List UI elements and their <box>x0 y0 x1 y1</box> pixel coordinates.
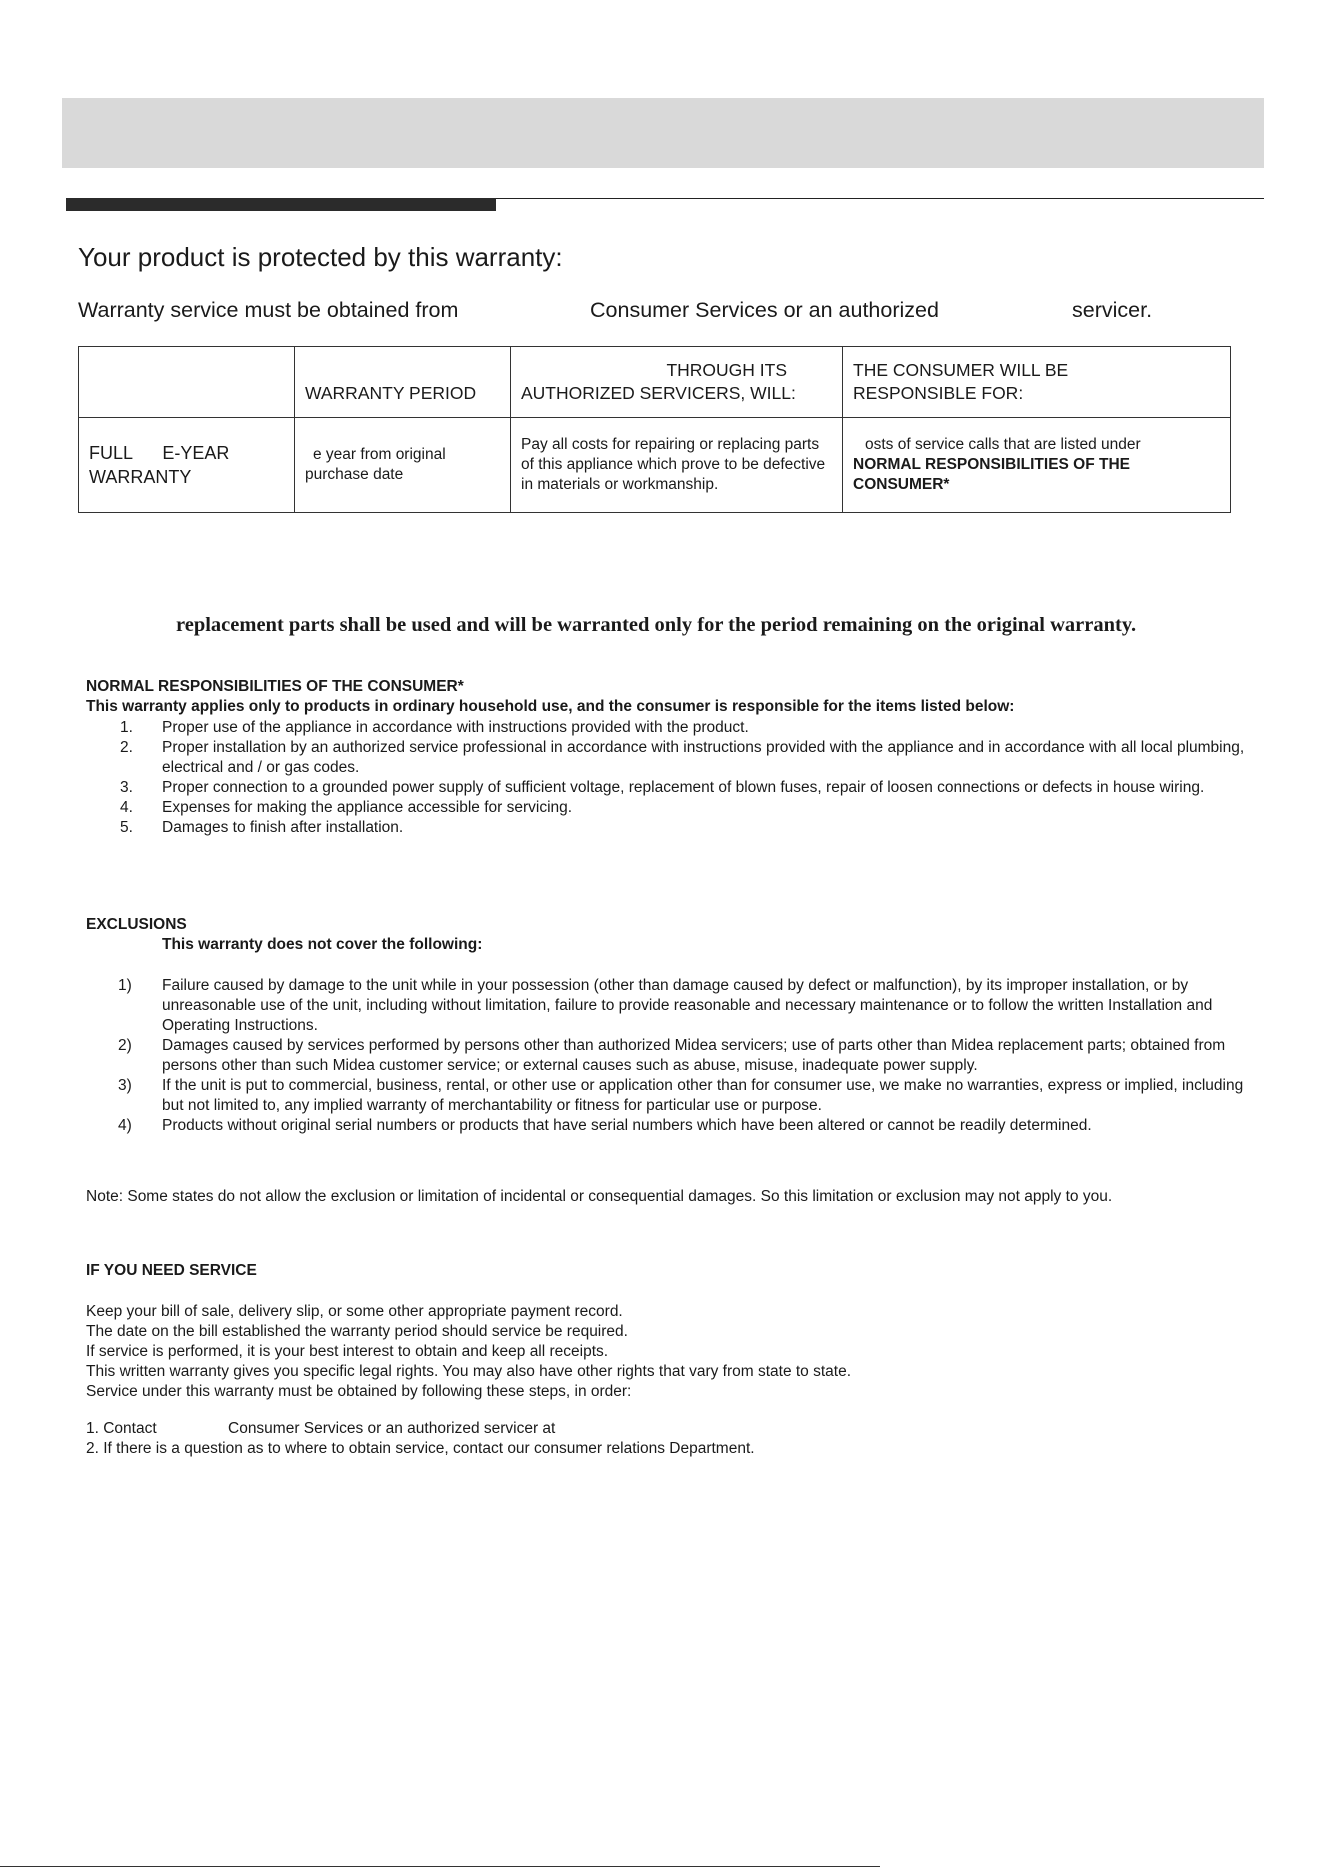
replacement-parts-note: replacement parts shall be used and will be warranted only for the period remaining on the original warranty. <box>176 614 1137 636</box>
item-number: 3. <box>120 779 133 796</box>
item-number: 2. <box>120 739 133 756</box>
exclusions-subtitle: This warranty does not cover the following: <box>162 936 483 953</box>
page-heading: Your product is protected by this warranty: <box>78 242 563 272</box>
header-text: AUTHORIZED SERVICERS, WILL: <box>521 383 796 403</box>
item-text: Proper connection to a grounded power supply of sufficient voltage, replacement of blown fuses, repair of loosen connections or defects in house wiring. <box>162 779 1205 796</box>
service-line: Keep your bill of sale, delivery slip, or some other appropriate payment record. <box>86 1303 623 1320</box>
list-item <box>120 778 1260 798</box>
period-text: e year from original <box>313 446 446 463</box>
item-text: If the unit is put to commercial, business, rental, or other use or application other than for consumer use, we make no warranties, express or implied, including but not limited to, any implied warranty of merchantability or fitness for particular use or purpose. <box>162 1077 1244 1114</box>
service-line: If service is performed, it is your best interest to obtain and keep all receipts. <box>86 1343 609 1360</box>
service-step-2: 2. If there is a question as to where to obtain service, contact our consumer relations Department. <box>86 1440 755 1457</box>
exclusions-list <box>118 976 1258 1136</box>
service-line-part1: Warranty service must be obtained from <box>78 298 459 322</box>
service-step-1-label: 1. Contact <box>86 1420 157 1437</box>
list-item <box>120 718 1260 738</box>
footer-rule <box>0 1866 880 1867</box>
table-cell: Pay all costs for repairing or replacing parts of this appliance which prove to be defective in materials or workmanship. <box>511 418 843 513</box>
responsibility-text: osts of service calls that are listed under <box>865 436 1141 453</box>
header-text: RESPONSIBLE FOR: <box>853 383 1024 403</box>
item-text: Damages caused by services performed by persons other than authorized Midea servicers; use of parts other than Midea replacement parts; obtained from persons other than such Midea customer service; or external causes such as abuse, misuse, inadequate power supply. <box>162 1037 1226 1074</box>
service-line: The date on the bill established the warranty period should service be required. <box>86 1323 628 1340</box>
table-cell <box>79 418 295 513</box>
normal-responsibilities-title: NORMAL RESPONSIBILITIES OF THE CONSUMER* <box>86 678 464 695</box>
header-text: THE CONSUMER WILL BE <box>853 360 1069 380</box>
list-item <box>118 1116 1258 1136</box>
item-number: 2) <box>118 1037 132 1054</box>
limitation-note: Note: Some states do not allow the exclusion or limitation of incidental or consequential damages. So this limitation or exclusion may not apply to you. <box>86 1188 1113 1205</box>
period-text: purchase date <box>305 466 404 483</box>
table-cell <box>295 418 511 513</box>
table-header-cell <box>295 347 511 418</box>
item-number: 1) <box>118 977 132 994</box>
exclusions-title: EXCLUSIONS <box>86 916 187 933</box>
item-number: 4. <box>120 799 133 816</box>
item-text: Failure caused by damage to the unit while in your possession (other than damage caused by defect or malfunction), by its improper installation, or by unreasonable use of the unit, including without limitation, failure to provide reasonable and necessary maintenance or to follow the written Installation and Operating Instructions. <box>162 977 1213 1034</box>
item-number: 3) <box>118 1077 132 1094</box>
header-text: THROUGH ITS <box>666 360 787 380</box>
responsibility-text: NORMAL RESPONSIBILITIES OF THE <box>853 456 1131 473</box>
service-title: IF YOU NEED SERVICE <box>86 1262 257 1279</box>
service-line: Service under this warranty must be obtained by following these steps, in order: <box>86 1383 632 1400</box>
table-header-cell <box>79 347 295 418</box>
section-rule-accent <box>66 198 496 211</box>
list-item <box>118 1036 1258 1076</box>
list-item <box>118 1076 1258 1116</box>
normal-responsibilities-intro: This warranty applies only to products in ordinary household use, and the consumer is responsible for the items listed below: <box>86 698 1015 715</box>
list-item <box>120 798 1260 818</box>
item-text: Proper use of the appliance in accordance with instructions provided with the product. <box>162 719 749 736</box>
service-line-part3: servicer. <box>1072 298 1153 322</box>
responsibilities-list <box>120 718 1260 838</box>
service-paragraph <box>86 1302 1226 1402</box>
header-band <box>62 98 1264 168</box>
table-row <box>79 418 1231 513</box>
warranty-type: WARRANTY <box>89 467 192 487</box>
warranty-period-header: WARRANTY PERIOD <box>305 382 477 403</box>
table-header-cell <box>843 347 1231 418</box>
warranty-table-header <box>79 347 1231 418</box>
item-number: 4) <box>118 1117 132 1134</box>
item-text: Products without original serial numbers or products that have serial numbers which have been altered or cannot be readily determined. <box>162 1117 1092 1134</box>
service-line: This written warranty gives you specific legal rights. You may also have other rights that vary from state to state. <box>86 1363 852 1380</box>
warranty-type: FULL E-YEAR <box>89 443 230 463</box>
service-line-part2: Consumer Services or an authorized <box>590 298 939 322</box>
item-text: Expenses for making the appliance accessible for servicing. <box>162 799 573 816</box>
list-item <box>120 738 1260 778</box>
responsibility-text: CONSUMER* <box>853 476 950 493</box>
item-number: 1. <box>120 719 133 736</box>
item-text: Damages to finish after installation. <box>162 819 404 836</box>
table-cell <box>843 418 1231 513</box>
list-item <box>120 818 1260 838</box>
item-text: Proper installation by an authorized service professional in accordance with instructions provided with the appliance and in accordance with all local plumbing, electrical and / or gas codes. <box>162 739 1245 776</box>
warranty-table <box>78 346 1231 513</box>
item-number: 5. <box>120 819 133 836</box>
list-item <box>118 976 1258 1036</box>
service-step-1-text: Consumer Services or an authorized servicer at <box>228 1420 556 1437</box>
table-header-cell <box>511 347 843 418</box>
